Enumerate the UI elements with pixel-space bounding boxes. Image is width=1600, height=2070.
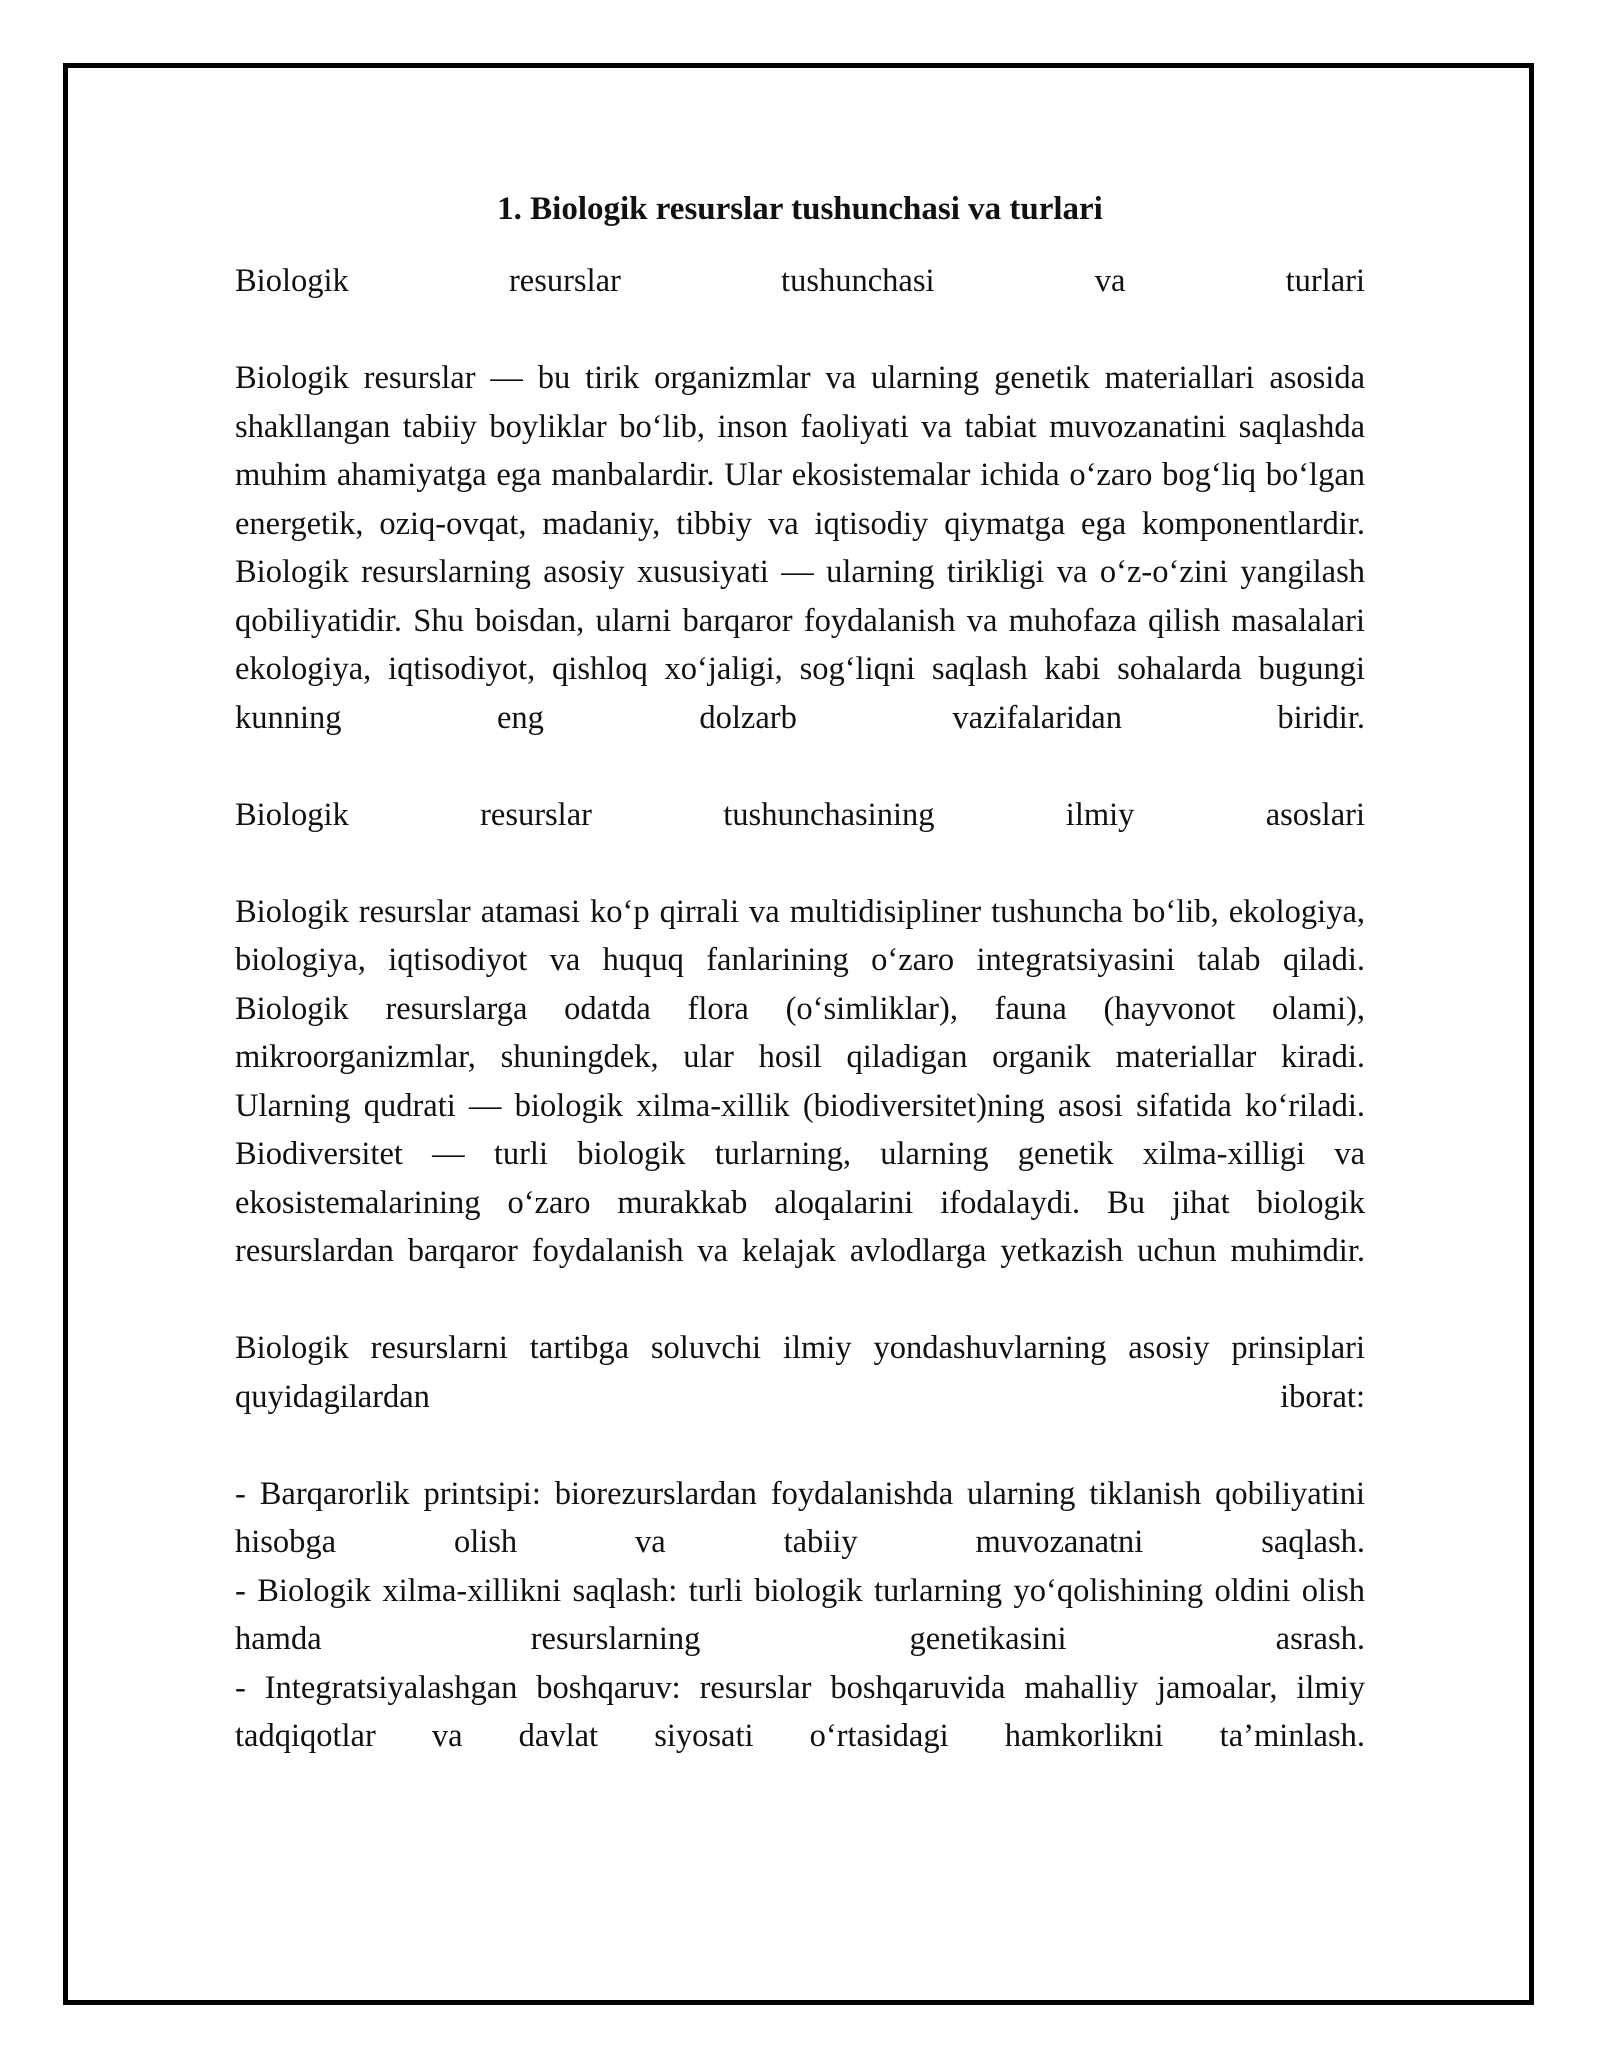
section-heading: Biologik resurslar tushunchasining ilmiy asoslari xyxy=(235,796,1365,833)
body-paragraph: Biologik resurslar atamasi ko‘p qirrali va multidisipliner tushuncha bo‘lib, ekologiya, biologiya, iqtisodiyot va huquq fanlarining o‘zaro integratsiyasini talab qiladi. Biologik resurslarga odatda flora (o‘simliklar), fauna (hayvonot olami), mikroorganizmlar, shuningdek, ular hosil qiladigan organik materiallar kiradi. Ularning qudrati — biologik xilma-xillik (biodiversitet)ning asosi sifatida ko‘riladi. Biodiversitet — turli biologik turlarning, ularning genetik xilma-xilligi va ekosistemalarining o‘zaro murakkab aloqalarini ifodalaydi. Bu jihat biologik resurslardan barqaror foydalanish va kelajak avlodlarga yetkazish uchun muhimdir. xyxy=(235,893,1365,1269)
body-paragraph: Biologik resurslar — bu tirik organizmlar va ularning genetik materiallari asosida shakllangan tabiiy boyliklar bo‘lib, inson faoliyati va tabiat muvozanatini saqlashda muhim ahamiyatga ega manbalardir. Ular ekosistemalar ichida o‘zaro bog‘liq bo‘lgan energetik, oziq-ovqat, madaniy, tibbiy va iqtisodiy qiymatga ega komponentlardir. Biologik resurslarning asosiy xususiyati — ularning tirikligi va o‘z-o‘zini yangilash qobiliyatidir. Shu boisdan, ularni barqaror foydalanish va muhofaza qilish masalalari ekologiya, iqtisodiyot, qishloq xo‘jaligi, sog‘liqni saqlash kabi sohalarda bugungi kunning eng dolzarb vazifalaridan biridir. xyxy=(235,360,1365,736)
document-title: 1. Biologik resurslar tushunchasi va turlari xyxy=(497,191,1103,227)
paragraph-gap xyxy=(235,306,1365,355)
list-item: - Barqarorlik printsipi: biorezurslardan foydalanishda ularning tiklanish qobiliyatini hisobga olish va tabiiy muvozanatni saqlash. xyxy=(235,1475,1365,1560)
section-heading: Biologik resurslar tushunchasi va turlari xyxy=(235,263,1365,299)
paragraph-gap xyxy=(235,1421,1365,1470)
body-paragraph: Biologik resurslarni tartibga soluvchi ilmiy yondashuvlarning asosiy prinsiplari quyidagilardan iborat: xyxy=(235,1330,1365,1415)
document-body xyxy=(235,185,1365,1761)
paragraph-gap xyxy=(235,742,1365,791)
list-item: - Biologik xilma-xillikni saqlash: turli biologik turlarning yo‘qolishining oldini olish hamda resurslarning genetikasini asrash. xyxy=(235,1572,1365,1657)
list-item: - Integratsiyalashgan boshqaruv: resurslar boshqaruvida mahalliy jamoalar, ilmiy tadqiqotlar va davlat siyosati o‘rtasidagi hamkorlikni ta’minlash. xyxy=(235,1669,1365,1754)
paragraph-gap xyxy=(235,1276,1365,1325)
paragraph-gap xyxy=(235,839,1365,888)
